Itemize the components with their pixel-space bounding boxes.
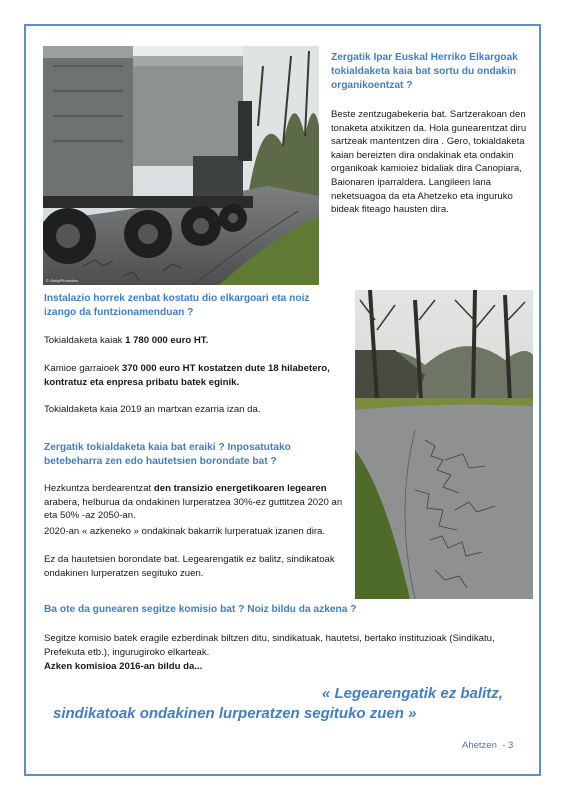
- section2-heading: Instalazio horrek zenbat kostatu dio elkargoari eta noiz izango da funtzionamenduan ?: [44, 293, 310, 318]
- section3-heading: Zergatik tokialdaketa kaia bat eraiki ? Inposatutako betebeharra zen edo hautetsien borondate bat ?: [44, 442, 291, 467]
- section4-heading: Ba ote da gunearen segitze komisio bat ? Noiz bildu da azkena ?: [44, 604, 357, 615]
- photo-credit: © Getty/Photodisc: [46, 278, 79, 283]
- section4-p2: Azken komisioa 2016-an bildu da...: [44, 661, 203, 672]
- page-footer: Ahetzen - 3: [462, 740, 514, 751]
- section3-p1: Hezkuntza berdearentzat den transizio energetikoaren legearen arabera, helburua da ondakinen lurperatzea 30%-ez guttitzea 2020 an eta 50% -az 2050-an.: [44, 483, 343, 522]
- cracked-road-photo: [355, 290, 533, 599]
- section2-p1: Tokialdaketa kaiak 1 780 000 euro HT.: [44, 335, 209, 346]
- truck-road-photo: [43, 46, 319, 285]
- section1-heading: Zergatik Ipar Euskal Herriko Elkargoak tokialdaketa kaia bat sortu du ondakin organikoentzat ?: [331, 52, 518, 91]
- pull-quote-line2: sindikatoak ondakinen lurperatzen segituko zuen »: [53, 705, 417, 722]
- section4-p1: Segitze komisio batek eragile ezberdinak biltzen ditu, sindikatuak, hautetsi, bertako instituzioak (Sindikatu, Prefekuta etb.), ingurugiroko elkarteak.: [44, 633, 495, 658]
- section2-p2: Kamioe garraioek 370 000 euro HT kostatzen dute 18 hilabetero, kontratuz eta enpresa pribatu batek eginik.: [44, 363, 330, 388]
- section2-p3: Tokialdaketa kaia 2019 an martxan ezarria izan da.: [44, 404, 261, 415]
- pull-quote-line1: « Legearengatik ez balitz,: [322, 685, 503, 702]
- section3-p2: 2020-an « azkeneko » ondakinak bakarrik lurperatuak izanen dira.: [44, 526, 326, 537]
- section1-body: Beste zentzugabekeria bat. Sartzerakoan den tonaketa atxikitzen da. Hola gunearentzat diru sartzeak mantentzen dira . Gero, tokialdaketa kaian bereizten dira ondakinak eta ondakin organikoak kamioiez bidaliak dira Canopiara, Baionaren iparraldera. Langileen lana neketsuagoa da eta Ahetzeko eta inguruko bideak fiteago hausten dira.: [331, 109, 527, 216]
- section3-p3: Ez da hautetsien borondate bat. Legearengatik ez balitz, sindikatoak ondakinen lurperatzen segituko zuen.: [44, 554, 335, 579]
